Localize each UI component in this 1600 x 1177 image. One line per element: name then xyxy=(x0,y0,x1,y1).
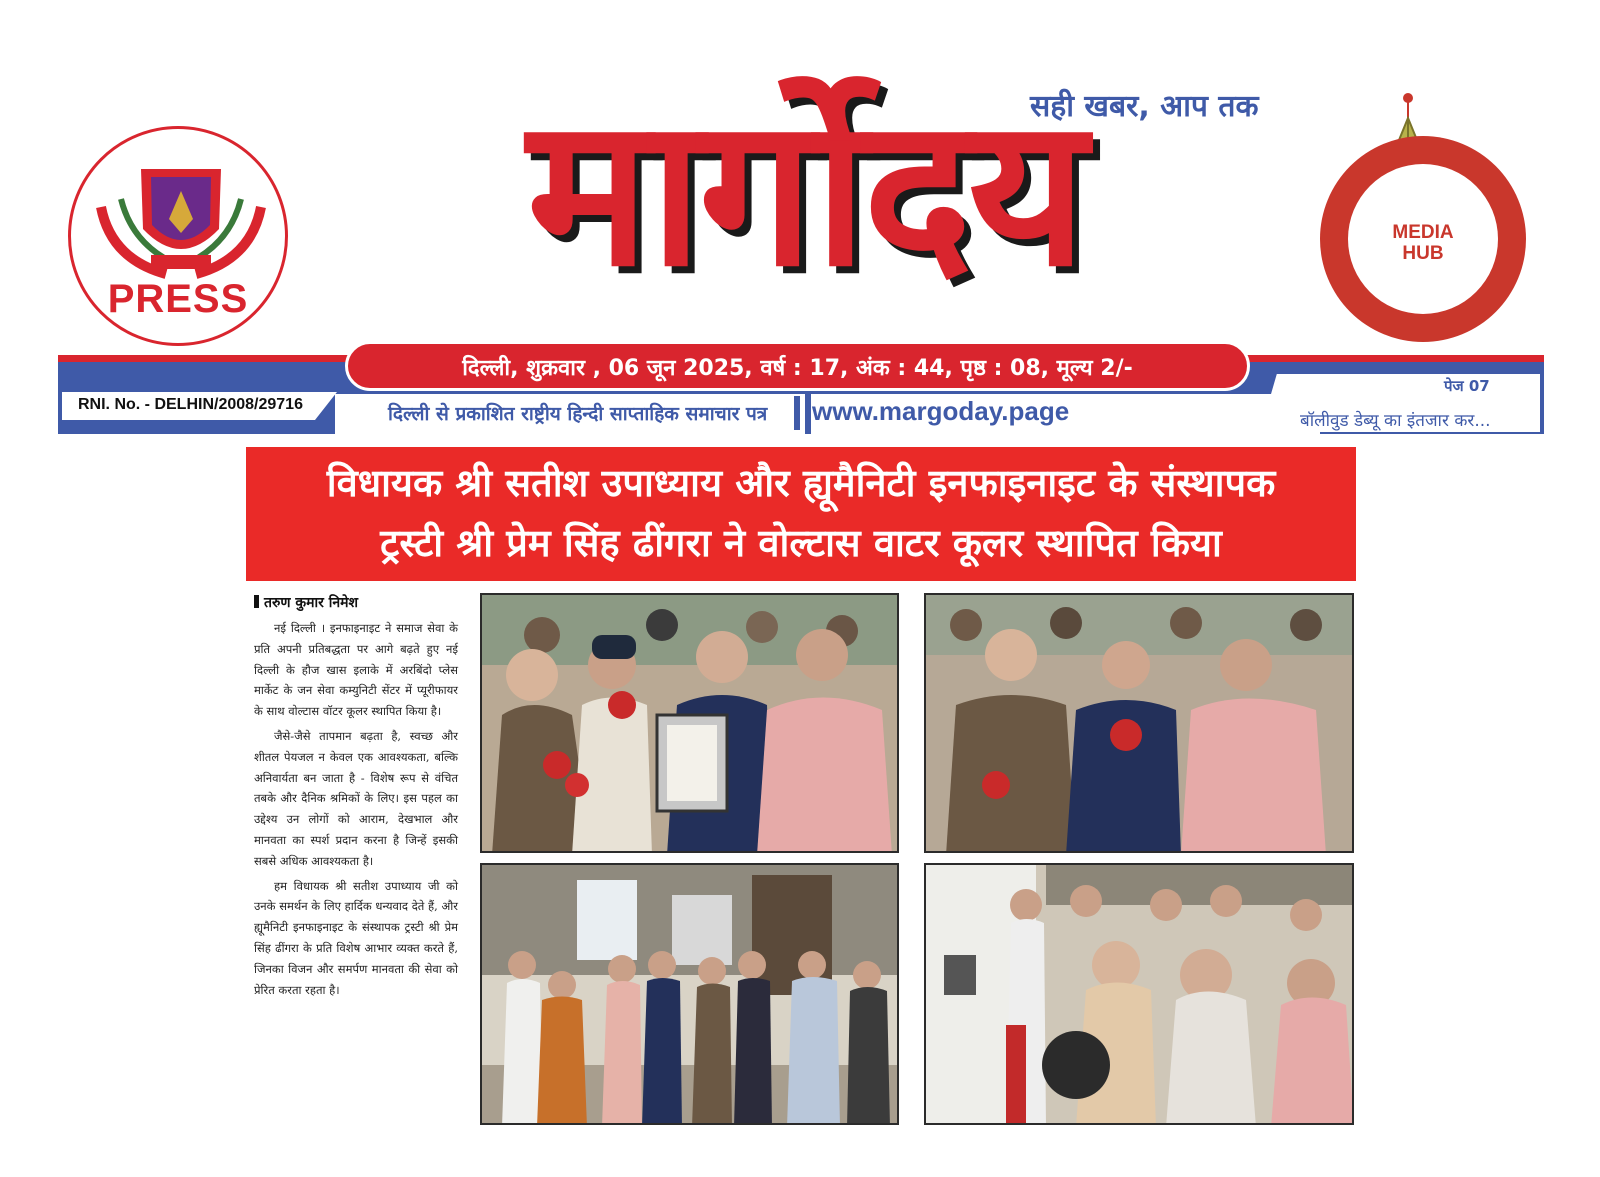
event-photo-1[interactable] xyxy=(480,593,899,853)
event-photo-4[interactable] xyxy=(924,863,1354,1125)
media-hub-logo xyxy=(1320,136,1526,342)
event-photo-2[interactable] xyxy=(924,593,1354,853)
teaser-link[interactable]: बॉलीवुड डेब्यू का इंतजार कर... xyxy=(1300,411,1491,431)
website-link[interactable]: www.margoday.page xyxy=(812,396,1070,426)
dateline: दिल्ली, शुक्रवार , 06 जून 2025, वर्ष : 17, अंक : 44, पृष्ठ : 08, मूल्य 2/- xyxy=(462,356,1133,381)
article-paragraph: हम विधायक श्री सतीश उपाध्याय जी को उनके समर्थन के लिए हार्दिक धन्यवाद देते हैं, और ह्यूमैनिटी इनफाइनाइट के संस्थापक ट्रस्टी श्री प्रेम सिंह ढींगरा के प्रति विशेष आभार व्यक्त करते हैं, जिनका विजन और समर्पण मानवता की सेवा को प्रेरित करता रहता है। xyxy=(254,878,458,997)
article-paragraph: नई दिल्ली । इनफाइनाइट ने समाज सेवा के प्रति अपनी प्रतिबद्धता पर आगे बढ़ते हुए नई दिल्ली के हौज खास इलाके में अरबिंदो प्लेस मार्केट के जन सेवा कम्युनिटी सेंटर में प्यूरीफायर के साथ वोल्टास वॉटर कूलर स्थापित किया है। xyxy=(254,621,458,719)
newspaper-title: मार्गोदय xyxy=(527,74,1083,312)
byline: तरुण कुमार निमेश xyxy=(254,593,358,612)
article-paragraph: जैसे-जैसे तापमान बढ़ता है, स्वच्छ और शीतल पेयजल न केवल एक आवश्यकता, बल्कि अनिवार्यता बन जाता है - विशेष रूप से वंचित तबके और दैनिक श्रमिकों के लिए। इस पहल का उद्देश्य उन लोगों को आराम, देखभाल और मानवता का स्पर्श प्रदान करना है जिन्हें इसकी सबसे अधिक आवश्यकता है। xyxy=(254,728,458,868)
article-body xyxy=(254,618,458,1004)
press-logo xyxy=(68,126,288,346)
tagline: सही खबर, आप तक xyxy=(1030,89,1259,124)
event-photo-3[interactable] xyxy=(480,863,899,1125)
headline xyxy=(246,447,1356,581)
page-reference: पेज 07 xyxy=(1444,377,1490,395)
headline-line-2: ट्रस्टी श्री प्रेम सिंह ढींगरा ने वोल्टास वाटर कूलर स्थापित किया xyxy=(380,521,1222,565)
media-hub-text: MEDIA HUB xyxy=(1392,222,1454,264)
press-logo-word: PRESS xyxy=(107,277,249,321)
dateline-bar xyxy=(345,341,1250,391)
headline-line-1: विधायक श्री सतीश उपाध्याय और ह्यूमैनिटी इनफाइनाइट के संस्थापक xyxy=(326,461,1276,505)
rni-number: RNI. No. - DELHIN/2008/29716 xyxy=(78,396,303,413)
paper-description: दिल्ली से प्रकाशित राष्ट्रीय हिन्दी साप्ताहिक समाचार पत्र xyxy=(388,403,768,425)
